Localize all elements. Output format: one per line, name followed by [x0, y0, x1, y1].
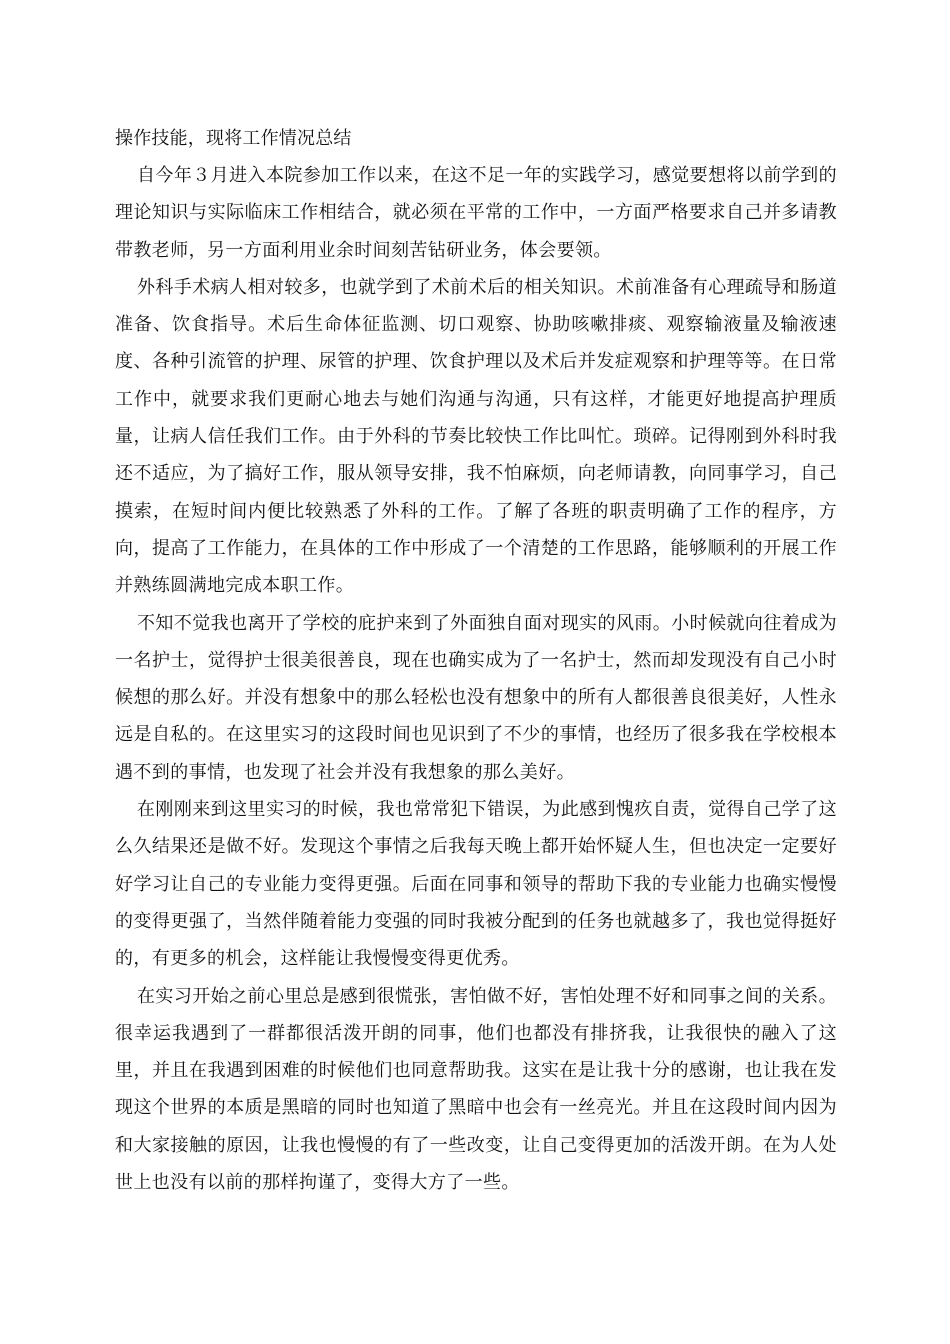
paragraph-5: 在实习开始之前心里总是感到很慌张，害怕做不好，害怕处理不好和同事之间的关系。很幸运我遇到了一群都很活泼开朗的同事，他们也都没有排挤我，让我很快的融入了这里，并且在我遇到困难的时候他们也同意帮助我。这实在是让我十分的感谢，也让我在发现这个世界的本质是黑暗的同时也知道了黑暗中也会有一丝亮光。并且在这段时间内因为和大家接触的原因，让我也慢慢的有了一些改变，让自己变得更加的活泼开朗。在为人处世上也没有以前的那样拘谨了，变得大方了一些。	[115, 985, 837, 1194]
document-body	[115, 121, 837, 1201]
paragraph-3: 不知不觉我也离开了学校的庇护来到了外面独自面对现实的风雨。小时候就向往着成为一名护士，觉得护士很美很善良，现在也确实成为了一名护士，然而却发现没有自己小时候想的那么好。并没有想象中的那么轻松也没有想象中的所有人都很善良很美好，人性永远是自私的。在这里实习的这段时间也见识到了不少的事情，也经历了很多我在学校根本遇不到的事情，也发现了社会并没有我想象的那么美好。	[115, 612, 837, 783]
section-heading-line: 操作技能，现将工作情况总结	[115, 128, 352, 149]
paragraph-2: 外科手术病人相对较多，也就学到了术前术后的相关知识。术前准备有心理疏导和肠道准备、饮食指导。术后生命体征监测、切口观察、协助咳嗽排痰、观察输液量及输液速度、各种引流管的护理、尿管的护理、饮食护理以及术后并发症观察和护理等等。在日常工作中，就要求我们更耐心地去与她们沟通与沟通，只有这样，才能更好地提高护理质量，让病人信任我们工作。由于外科的节奏比较快工作比叫忙。琐碎。记得刚到外科时我还不适应，为了搞好工作，服从领导安排，我不怕麻烦，向老师请教，向同事学习，自己摸索，在短时间内便比较熟悉了外科的工作。了解了各班的职责明确了工作的程序，方向，提高了工作能力，在具体的工作中形成了一个清楚的工作思路，能够顺利的开展工作并熟练圆满地完成本职工作。	[115, 276, 837, 597]
paragraph-1: 自今年３月进入本院参加工作以来，在这不足一年的实践学习，感觉要想将以前学到的理论知识与实际临床工作相结合，就必须在平常的工作中，一方面严格要求自己并多请教带教老师，另一方面利用业余时间刻苦钻研业务，体会要领。	[115, 165, 837, 261]
paragraph-4: 在刚刚来到这里实习的时候，我也常常犯下错误，为此感到愧疚自责，觉得自己学了这么久结果还是做不好。发现这个事情之后我每天晚上都开始怀疑人生，但也决定一定要好好学习让自己的专业能力变得更强。后面在同事和领导的帮助下我的专业能力也确实慢慢的变得更强了，当然伴随着能力变强的同时我被分配到的任务也就越多了，我也觉得挺好的，有更多的机会，这样能让我慢慢变得更优秀。	[115, 799, 837, 970]
